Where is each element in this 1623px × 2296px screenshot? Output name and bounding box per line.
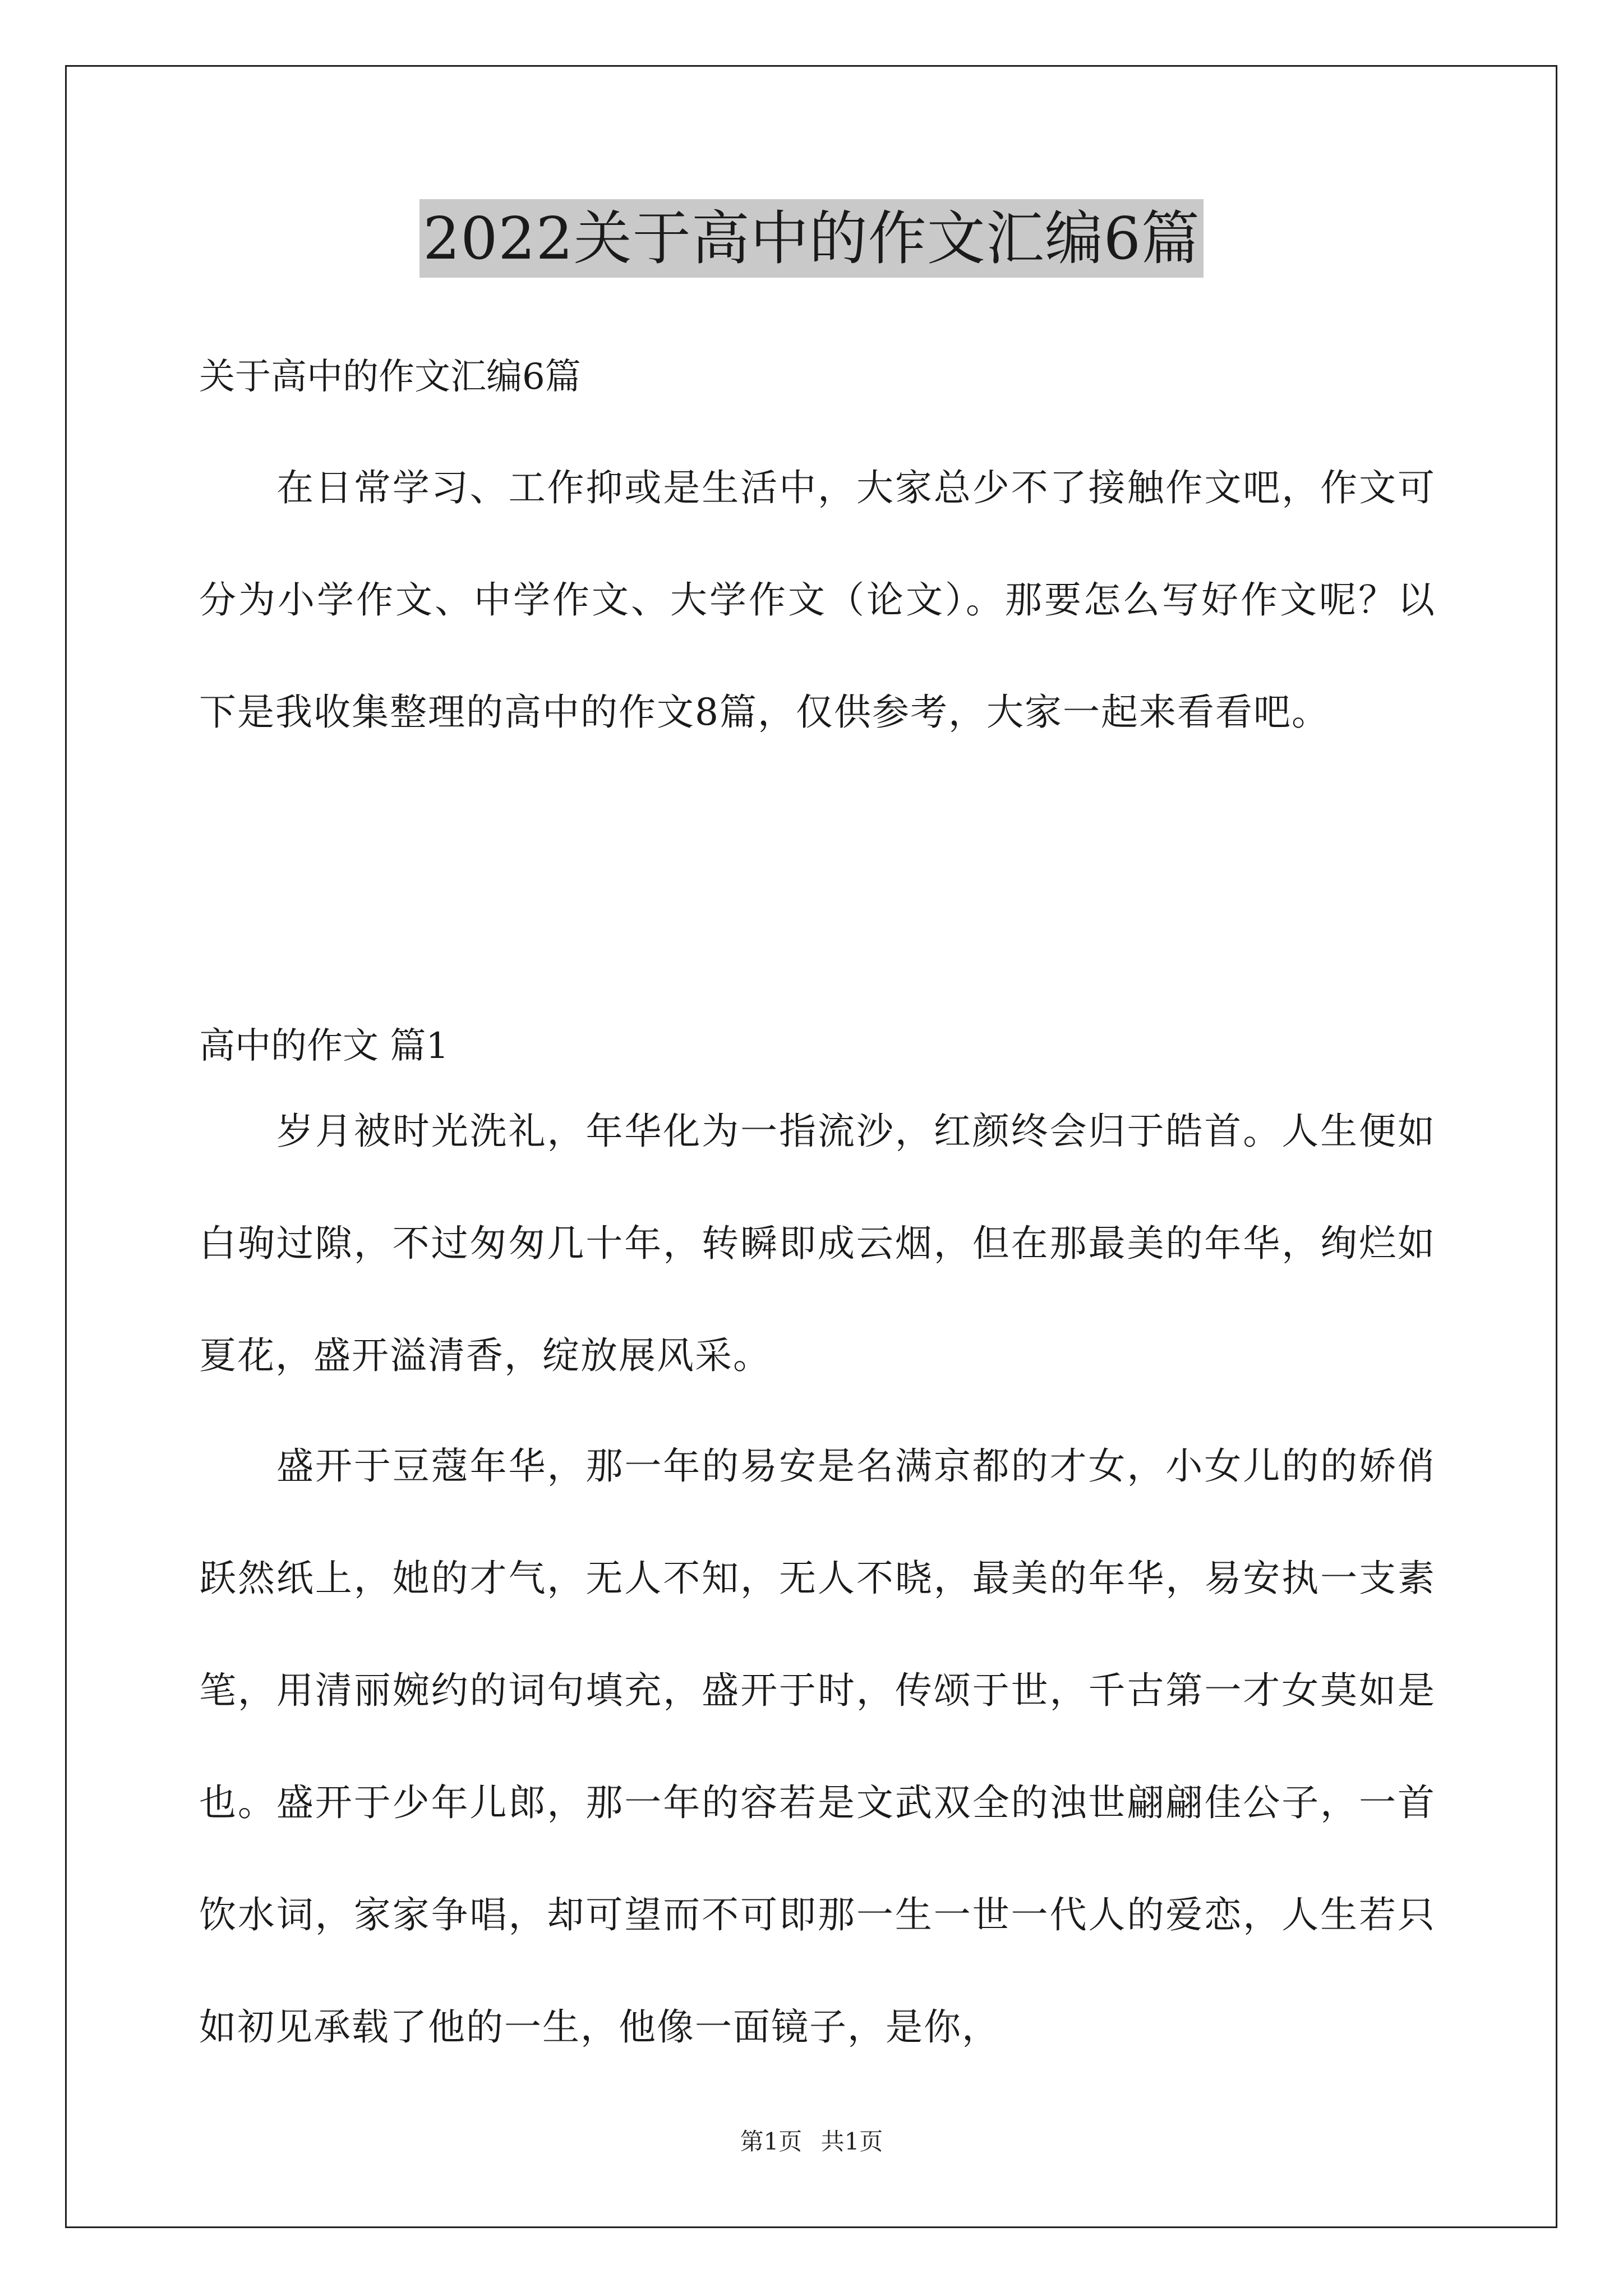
page-number-current: 第1页 [740,2128,803,2155]
document-subtitle: 关于高中的作文汇编6篇 [199,356,581,398]
title-container [0,199,1623,278]
page-footer [0,2123,1623,2157]
document-title: 2022关于高中的作文汇编6篇 [419,199,1204,278]
page-number-total: 共1页 [820,2128,883,2155]
body-paragraph-2: 盛开于豆蔻年华，那一年的易安是名满京都的才女，小女儿的的娇俏跃然纸上，她的才气，无人不知，无人不晓，最美的年华，易安执一支素笔，用清丽婉约的词句填充，盛开于时，传颂于世，千古第一才女莫如是也。盛开于少年儿郎，那一年的容若是文武双全的浊世翩翩佳公子，一首饮水词，家家争唱，却可望而不可即那一生一世一代人的爱恋，人生若只如初见承载了他的一生，他像一面镜子，是你， [199,1444,1436,2049]
intro-paragraph: 在日常学习、工作抑或是生活中，大家总少不了接触作文吧，作文可分为小学作文、中学作文、大学作文（论文）。那要怎么写好作文呢？以下是我收集整理的高中的作文8篇，仅供参考，大家一起来看看吧。 [199,466,1436,734]
body-paragraph-1: 岁月被时光洗礼，年华化为一指流沙，红颜终会归于皓首。人生便如白驹过隙，不过匆匆几十年，转瞬即成云烟，但在那最美的年华，绚烂如夏花，盛开溢清香，绽放展风采。 [199,1110,1436,1377]
section-heading: 高中的作文 篇1 [199,1025,449,1067]
